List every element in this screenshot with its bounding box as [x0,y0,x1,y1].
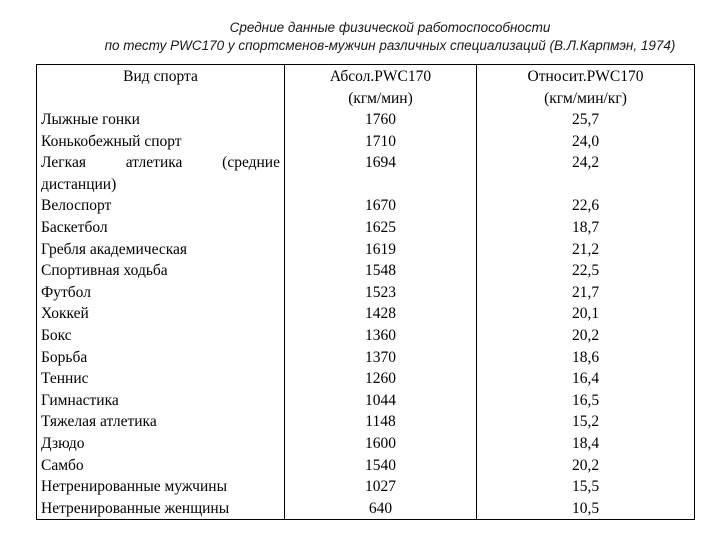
relative-pwc-cell: 24,2 [477,152,695,195]
relative-pwc-cell: 18,7 [477,217,695,239]
absolute-pwc-cell: 1148 [285,411,477,433]
sport-name-cell: Нетренированные мужчины [37,476,285,498]
absolute-pwc-cell: 1428 [285,303,477,325]
relative-pwc-cell: 24,0 [477,131,695,153]
relative-pwc-cell: 18,6 [477,347,695,369]
absolute-pwc-cell: 1694 [285,152,477,195]
relative-pwc-cell: 16,4 [477,368,695,390]
table-row [37,455,695,477]
table-header-row [37,65,695,110]
absolute-pwc-cell: 1710 [285,131,477,153]
table-row [37,131,695,153]
absolute-pwc-cell: 1540 [285,455,477,477]
header-sport: Вид спорта [37,65,285,110]
table-row [37,109,695,131]
sport-name-word: Легкая [41,154,86,172]
relative-pwc-cell: 18,4 [477,433,695,455]
relative-pwc-cell: 25,7 [477,109,695,131]
relative-pwc-cell: 22,6 [477,195,695,217]
table-row [37,239,695,261]
sport-name-cell: Дзюдо [37,433,285,455]
header-relative-pwc [477,65,695,110]
table-row [37,260,695,282]
sport-name-word: (средние [222,154,280,172]
pwc170-table [36,64,695,520]
sport-name-cell: Конькобежный спорт [37,131,285,153]
sport-name-cell: Спортивная ходьба [37,260,285,282]
header-relative-line-2: (кгм/мин/кг) [544,89,627,107]
document-title-line-1: Средние данные физической работоспособности [229,20,551,35]
relative-pwc-cell: 16,5 [477,390,695,412]
table-row [37,433,695,455]
absolute-pwc-cell: 1760 [285,109,477,131]
sport-name-cell: Баскетбол [37,217,285,239]
sport-name-cell: Велоспорт [37,195,285,217]
absolute-pwc-cell: 1548 [285,260,477,282]
sport-name-cell: Теннис [37,368,285,390]
document-title-line-2: по тесту PWC170 у спортсменов-мужчин различных специализаций (В.Л.Карпмэн, 1974) [104,38,676,53]
relative-pwc-cell: 21,2 [477,239,695,261]
table-row [37,282,695,304]
table-row [37,368,695,390]
header-absolute-pwc [285,65,477,110]
relative-pwc-cell: 20,2 [477,455,695,477]
absolute-pwc-cell: 1670 [285,195,477,217]
absolute-pwc-cell: 1260 [285,368,477,390]
absolute-pwc-cell: 1625 [285,217,477,239]
relative-pwc-cell: 20,1 [477,303,695,325]
table-row [37,217,695,239]
sport-name-cell: Бокс [37,325,285,347]
absolute-pwc-cell: 1027 [285,476,477,498]
header-relative-line-1: Относит.PWC170 [527,68,644,85]
header-absolute-line-2: (кгм/мин) [348,89,413,107]
table-row [37,325,695,347]
sport-name-cell [37,152,285,195]
header-absolute-line-1: Абсол.PWC170 [329,68,432,85]
table-row [37,498,695,520]
sport-name-cell: Борьба [37,347,285,369]
table-row [37,195,695,217]
absolute-pwc-cell: 1370 [285,347,477,369]
table-row [37,152,695,195]
sport-name-cell: Нетренированные женщины [37,498,285,520]
sport-name-cell: Самбо [37,455,285,477]
sport-name-cell: Тяжелая атлетика [37,411,285,433]
sport-name-line-1 [41,152,280,174]
table-row [37,303,695,325]
absolute-pwc-cell: 640 [285,498,477,520]
table-row [37,411,695,433]
sport-name-cell: Гимнастика [37,390,285,412]
absolute-pwc-cell: 1044 [285,390,477,412]
absolute-pwc-cell: 1523 [285,282,477,304]
sport-name-word: атлетика [125,154,183,172]
sport-name-line-2: дистанции) [41,175,117,193]
sport-name-cell: Гребля академическая [37,239,285,261]
relative-pwc-cell: 15,2 [477,411,695,433]
table-body [37,109,695,520]
absolute-pwc-cell: 1619 [285,239,477,261]
sport-name-cell: Хоккей [37,303,285,325]
absolute-pwc-cell: 1600 [285,433,477,455]
table-row [37,347,695,369]
sport-name-cell: Футбол [37,282,285,304]
relative-pwc-cell: 15,5 [477,476,695,498]
sport-name-cell: Лыжные гонки [37,109,285,131]
absolute-pwc-cell: 1360 [285,325,477,347]
table-row [37,390,695,412]
relative-pwc-cell: 10,5 [477,498,695,520]
relative-pwc-cell: 21,7 [477,282,695,304]
relative-pwc-cell: 20,2 [477,325,695,347]
table-row [37,476,695,498]
relative-pwc-cell: 22,5 [477,260,695,282]
